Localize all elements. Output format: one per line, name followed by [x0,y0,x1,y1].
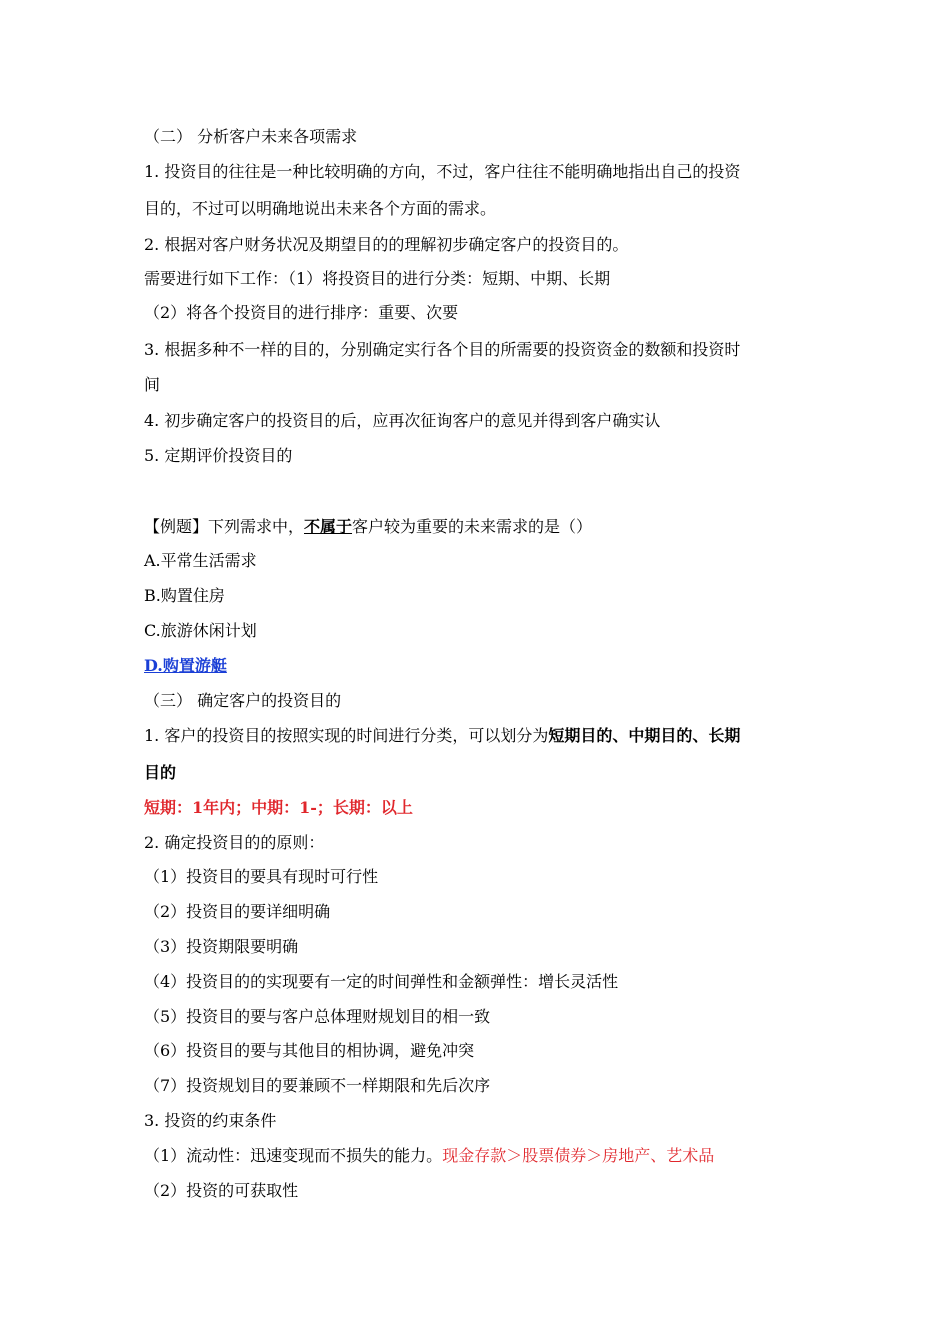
principle-item: （3）投资期限要明确 [144,937,299,956]
section-3-item-2: 2. 确定投资目的的原则： [144,833,325,852]
principle-item: （7）投资规划目的要兼顾不一样期限和先后次序 [144,1076,491,1095]
example-option-b: B.购置住房 [144,586,225,605]
example-answer-link[interactable]: D.购置游艇 [144,656,227,675]
example-emphasis: 不属于 [304,517,353,536]
section-2-work-intro: 需要进行如下工作：（1）将投资目的进行分类：短期、中期、长期 [144,269,611,288]
section-3-terms: 短期：1年内；中期：1-；长期：以上 [144,798,413,817]
section-2-item-3-line-1: 3. 根据多种不一样的目的，分别确定实行各个目的所需要的投资资金的数额和投资时 [144,340,741,359]
principle-item: （5）投资目的要与客户总体理财规划目的相一致 [144,1007,491,1026]
section-3-heading: （三） 确定客户的投资目的 [144,691,342,710]
constraint-1-prefix: （1）流动性：迅速变现而不损失的能力。 [144,1146,443,1165]
constraint-1-liquidity-order: 现金存款＞股票债券＞房地产、艺术品 [442,1146,715,1165]
example-question [144,516,814,538]
section-2-work-2: （2）将各个投资目的进行排序：重要、次要 [144,303,459,322]
principle-item: （2）投资目的要详细明确 [144,902,331,921]
section-2-item-1-line-2: 目的，不过可以明确地说出未来各个方面的需求。 [144,199,497,218]
example-suffix: 客户较为重要的未来需求的是（） [352,517,593,536]
constraint-1 [144,1145,814,1167]
example-prefix: 【例题】下列需求中， [144,517,305,536]
section-3-item-1-line-1 [144,725,814,747]
example-option-c: C.旅游休闲计划 [144,621,257,640]
section-2-heading: （二） 分析客户未来各项需求 [144,127,358,146]
section-2-item-1-line-1: 1. 投资目的往往是一种比较明确的方向，不过，客户往往不能明确地指出自己的投资 [144,162,741,181]
section-2-item-3-line-2: 间 [144,375,161,394]
section-3-item-1-line-2: 目的 [144,763,177,782]
section-3-item-1-prefix: 1. 客户的投资目的按照实现的时间进行分类，可以划分为 [144,726,549,745]
principle-item: （1）投资目的要具有现时可行性 [144,867,379,886]
section-2-item-2: 2. 根据对客户财务状况及期望目的的理解初步确定客户的投资目的。 [144,235,629,254]
principle-item: （6）投资目的要与其他目的相协调，避免冲突 [144,1041,475,1060]
principle-item: （4）投资目的的实现要有一定的时间弹性和金额弹性：增长灵活性 [144,972,619,991]
example-option-a: A.平常生活需求 [144,551,257,570]
section-3-item-3: 3. 投资的约束条件 [144,1111,277,1130]
constraint-2: （2）投资的可获取性 [144,1181,299,1200]
example-option-d [144,655,814,677]
section-2-item-5: 5. 定期评价投资目的 [144,446,293,465]
section-3-item-1-bold: 短期目的、中期目的、长期 [548,726,741,745]
section-2-item-4: 4. 初步确定客户的投资目的后，应再次征询客户的意见并得到客户确实认 [144,411,661,430]
